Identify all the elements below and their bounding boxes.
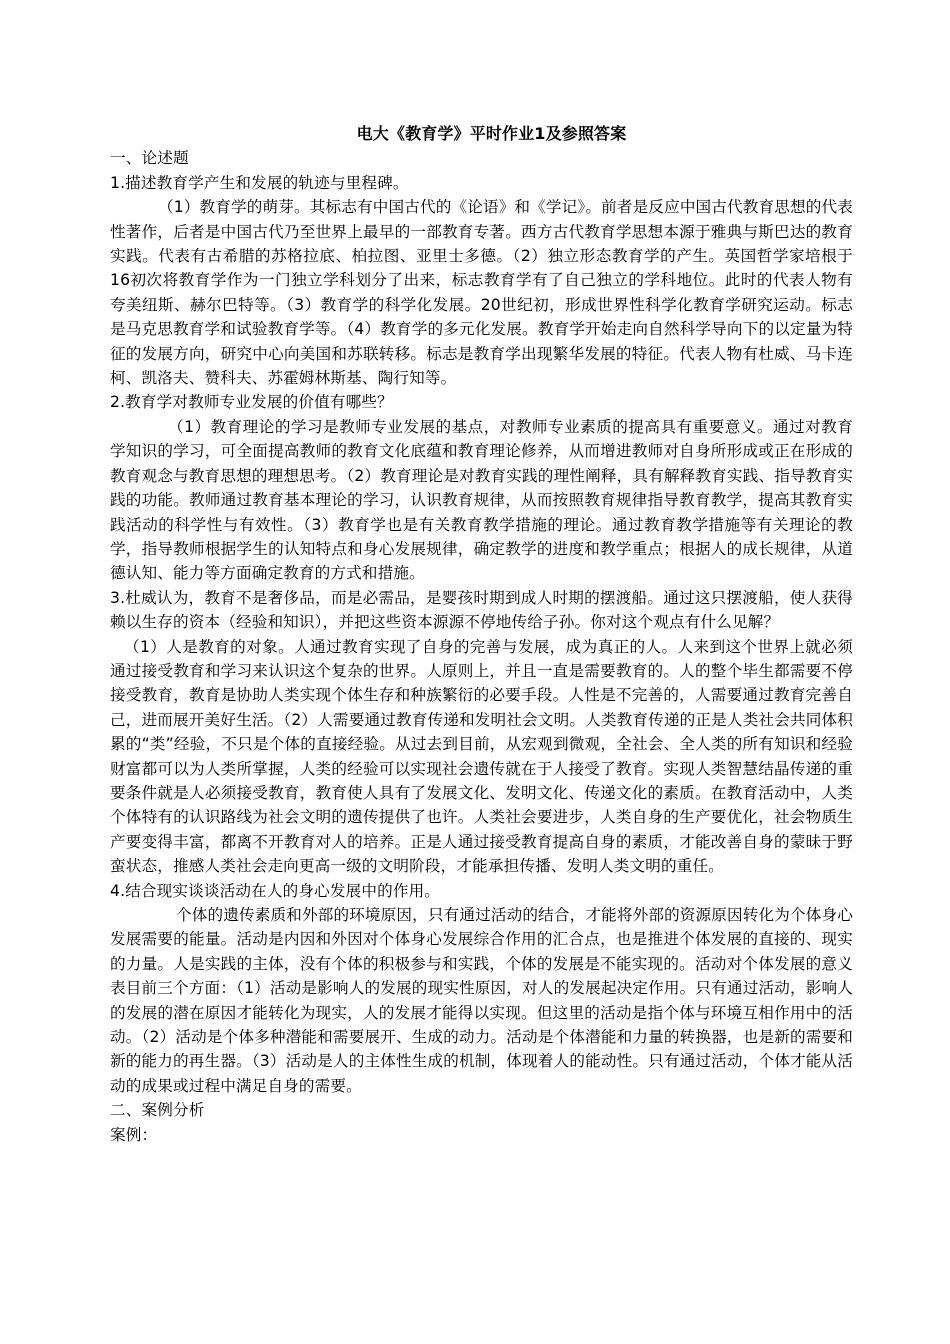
question-2: 2.教育学对教师专业发展的价值有哪些？ <box>110 393 393 412</box>
section-heading-essay: 一、论述题 <box>110 149 189 168</box>
case-label: 案例： <box>110 1125 158 1144</box>
question-3: 3.杜威认为，教育不是奢侈品，而是必需品，是婴孩时期到成人时期的摆渡船。通过这只摆渡船，使人获得赖以生存的资本（经验和知识），并把这些资本源源不停地传给子孙。你对这个观点有什么见解？ <box>110 588 853 632</box>
answer-3: （1）人是教育的对象。人通过教育实现了自身的完善与发展，成为真正的人。人来到这个世界上就必须通过接受教育和学习来认识这个复杂的世界。人原则上，并且一直是需要教育的。人的整个毕生都需要不停接受教育，教育是协助人类实现个体生存和种族繁衍的必要手段。人性是不完善的，人需要通过教育完善自己，进而展开美好生活。（2）人需要通过教育传递和发明社会文明。人类教育传递的正是人类社会共同体积累的“类”经验，不只是个体的直接经验。从过去到目前，从宏观到微观，全社会、全人类的所有知识和经验财富都可以为人类所掌握，人类的经验可以实现社会遗传就在于人接受了教育。实现人类智慧结晶传递的重要条件就是人必须接受教育，教育使人具有了发展文化、发明文化、传递文化的素质。在教育活动中，人类个体特有的认识路线为社会文明的遗传提供了也许。人类社会要进步，人类自身的生产要优化，社会物质生产要变得丰富，都离不开教育对人的培养。正是人通过接受教育提高自身的素质，才能改善自身的蒙昧于野蛮状态，推感人类社会走向更高一级的文明阶段，才能承担传播、发明人类文明的重任。 <box>110 637 853 876</box>
document-title: 电大《教育学》平时作业1及参照答案 <box>356 124 627 143</box>
question-4: 4.结合现实谈谈活动在人的身心发展中的作用。 <box>110 881 441 900</box>
section-heading-case: 二、案例分析 <box>110 1101 205 1120</box>
document-body <box>110 122 853 1147</box>
answer-1: （1）教育学的萌芽。其标志有中国古代的《论语》和《学记》。前者是反应中国古代教育思想的代表性著作，后者是中国古代乃至世界上最早的一部教育专著。西方古代教育学思想本源于雅典与斯巴达的教育实践。代表有古希腊的苏格拉底、柏拉图、亚里士多德。（2）独立形态教育学的产生。英国哲学家培根于16初次将教育学作为一门独立学科划分了出来，标志教育学有了自己独立的学科地位。此时的代表人物有夸美纽斯、赫尔巴特等。（3）教育学的科学化发展。20世纪初，形成世界性科学化教育学研究运动。标志是马克思教育学和试验教育学等。（4）教育学的多元化发展。教育学开始走向自然科学导向下的以定量为特征的发展方向，研究中心向美国和苏联转移。标志是教育学出现繁华发展的特征。代表人物有杜威、马卡连柯、凯洛夫、赞科夫、苏霍姆林斯基、陶行知等。 <box>110 198 853 388</box>
answer-4: 个体的遗传素质和外部的环境原因，只有通过活动的结合，才能将外部的资源原因转化为个体身心发展需要的能量。活动是内因和外因对个体身心发展综合作用的汇合点，也是推进个体发展的直接的、现实的力量。人是实践的主体，没有个体的积极参与和实践，个体的发展是不能实现的。活动对个体发展的意义表目前三个方面：（1）活动是影响人的发展的现实性原因，对人的发展起决定作用。只有通过活动，影响人的发展的潜在原因才能转化为现实，人的发展才能得以实现。但这里的活动是指个体与环境互相作用中的活动。（2）活动是个体多种潜能和需要展开、生成的动力。活动是个体潜能和力量的转换器，也是新的需要和新的能力的再生器。（3）活动是人的主体性生成的机制，体现着人的能动性。只有通过活动，个体才能从活动的成果或过程中满足自身的需要。 <box>110 906 853 1095</box>
question-1: 1.描述教育学产生和发展的轨迹与里程碑。 <box>110 173 409 192</box>
answer-2: （1）教育理论的学习是教师专业发展的基点，对教师专业素质的提高具有重要意义。通过对教育学知识的学习，可全面提高教师的教育文化底蕴和教育理论修养，从而增进教师对自身所形成或正在形成的教育观念与教育思想的理想思考。（2）教育理论是对教育实践的理性阐释，具有解释教育实践、指导教育实践的功能。教师通过教育基本理论的学习，认识教育规律，从而按照教育规律指导教育教学，提高其教育实践活动的科学性与有效性。（3）教育学也是有关教育教学措施的理论。通过教育教学措施等有关理论的教学，指导教师根据学生的认知特点和身心发展规律，确定教学的进度和教学重点；根据人的成长规律，从道德认知、能力等方面确定教育的方式和措施。 <box>110 417 853 583</box>
